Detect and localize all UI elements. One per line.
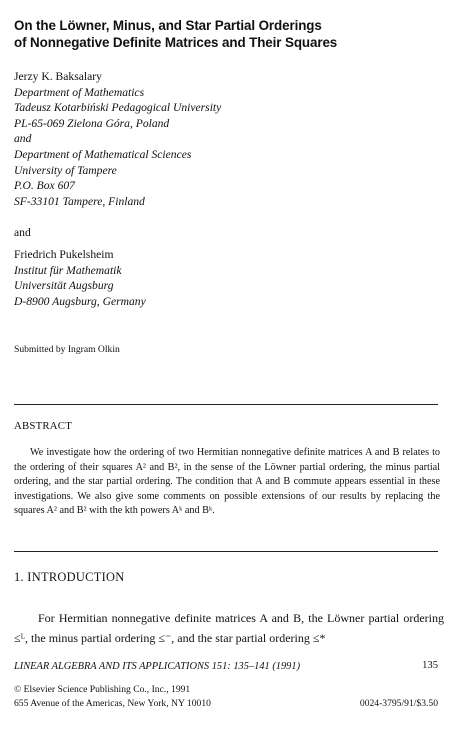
author2-affil-line: Institut für Mathematik <box>14 263 122 277</box>
journal-citation: LINEAR ALGEBRA AND ITS APPLICATIONS 151: 135–141 (1991) <box>14 661 301 672</box>
author2-name: Friedrich Pukelsheim <box>14 248 114 261</box>
author1-name: Jerzy K. Baksalary <box>14 70 102 83</box>
author2-affil-line: Universität Augsburg <box>14 279 114 293</box>
author1-affil-line: Department of Mathematical Sciences <box>14 147 192 161</box>
author1-affil-line: PL-65-069 Zielona Góra, Poland <box>14 116 170 130</box>
section-heading: 1. INTRODUCTION <box>14 570 125 584</box>
author1-affil-line: Department of Mathematics <box>14 85 145 99</box>
author1-affil-line: SF-33101 Tampere, Finland <box>14 194 145 208</box>
author2-affil-line: D-8900 Augsburg, Germany <box>14 294 146 308</box>
copyright-line: © Elsevier Science Publishing Co., Inc., 1991 <box>14 684 191 695</box>
paper-title <box>14 17 454 51</box>
page-number: 135 <box>422 660 438 671</box>
title-line-2: of Nonnegative Definite Matrices and Their Squares <box>14 35 338 50</box>
section-body-text: For Hermitian nonnegative definite matrices A and B, the Löwner partial ordering ≤ᴸ, the minus partial ordering ≤⁻, and the star partial ordering ≤* <box>14 611 444 645</box>
author2-block <box>14 247 454 309</box>
abstract-heading: ABSTRACT <box>14 420 72 432</box>
abstract-text: We investigate how the ordering of two Hermitian nonnegative definite matrices A and B relates to the ordering of their squares A² and B², in the sense of the Löwner partial ordering, the minus partial ordering, and the star partial ordering. The condition that A and B commute appears essential in these investigations. We also give some comments on possible extensions of our results by replacing the squares A² and B² with the kth powers Aᵏ and Bᵏ. <box>14 447 440 517</box>
title-line-1: On the Löwner, Minus, and Star Partial Orderings <box>14 18 322 33</box>
author-conjunction: and <box>14 226 31 239</box>
author1-affil-line: Tadeusz Kotarbiński Pedagogical University <box>14 101 222 115</box>
author1-affil-line: P.O. Box 607 <box>14 179 75 193</box>
issn-code: 0024-3795/91/$3.50 <box>359 698 438 709</box>
author1-block <box>14 69 454 209</box>
publisher-address: 655 Avenue of the Americas, New York, NY 10010 <box>14 698 211 709</box>
author1-affil-line: and <box>14 132 32 146</box>
submitted-by: Submitted by Ingram Olkin <box>14 344 120 355</box>
author1-affil-line: University of Tampere <box>14 163 117 177</box>
abstract-top-rule <box>14 404 438 405</box>
abstract-bottom-rule <box>14 551 438 552</box>
